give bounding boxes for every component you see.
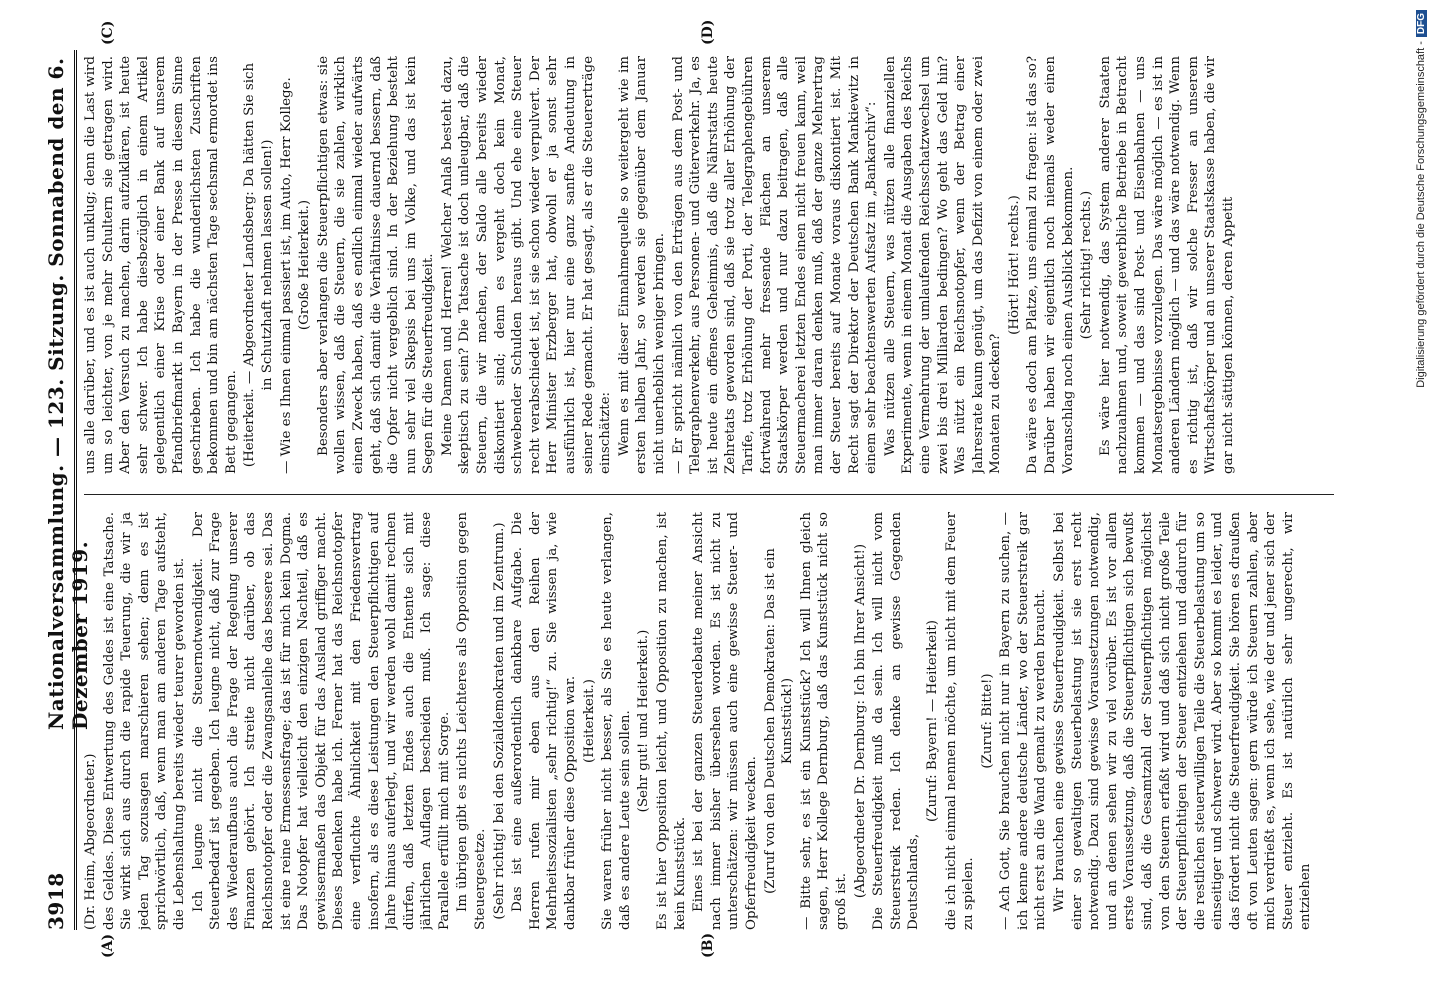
paragraph: uns alle darüber, und es ist auch unklug; denn die Last wird um so leichter, von je mehr Schultern sie getragen wird. Aber den Versuch zu machen, darin aufzuklären, ist heute sehr schwer. Ich habe diesbezüglich in einem Artikel gelegentlich einer Krise oder einer Bank auf unserem Pfandbriefmarkt in Bayern in der Presse in diesem Sinne geschrieben. Ich habe die wunderlichsten Zuschriften bekommen und bin am nächsten Tage sechsmal ermordet ins Bett gegangen. bbox=[83, 56, 239, 474]
column-divider bbox=[84, 494, 1334, 495]
paragraph: Meine Damen und Herren! Welcher Anlaß besteht dazu, skeptisch zu sein? Die Tatsache ist doch unleugbar, daß die Steuern, die wir machen, der Saldo alle bereits wieder diskontiert sind; denn es vergeht doch kein Monat, schwebender Schulden heraus gibt. Und ehe eine Steuer recht verabschiedet ist, ist sie schon wieder verpulvert. Der Herr Minister Erzberger hat, obwohl er ja sonst sehr ausführlich ist, hier nur eine ganz sanfte Andeutung in seiner Rede gemacht. Er hat gesagt, als er die Steuererträge einschätzte: bbox=[439, 56, 614, 474]
margin-mark-c: (C) bbox=[100, 20, 116, 45]
page-number: 3918 bbox=[44, 872, 68, 930]
margin-mark-d: (D) bbox=[700, 19, 716, 45]
paragraph: Die Steuerfreudigkeit muß da sein. Ich will nicht vom Steuerstreik reden. Ich denke an gewisse Gegenden Deutschlands, bbox=[871, 512, 922, 930]
paragraph: (Zuruf von den Deutschen Demokraten: Das ist ein Kunststück!) bbox=[762, 548, 796, 894]
paragraph: (Große Heiterkeit.) bbox=[297, 199, 313, 331]
digitization-credit bbox=[1412, 10, 1430, 990]
left-text-column bbox=[82, 512, 1342, 930]
paragraph: des Geldes. Diese Entwertung des Geldes ist eine Tatsache. Sie wirkt sich aus durch die rapide Teuerung, die wir ja jeden Tag sozusagen marschieren sehen; denn es ist sprichwörtlich, daß, wenn man am anderen Tage aufsteht, die Lebenshaltung bereits wieder teurer geworden ist. bbox=[101, 512, 187, 930]
paragraph: Was nützen alle Steuern, was nützen alle finanziellen Experimente, wenn in einem Monat die Ausgaben des Reichs eine Vermehrung der umlaufenden Reichsschatzwechsel um zwei bis drei Milliarden bedingen? Wo geht das Geld hin? Was nützt ein Reichsnotopfer, wenn der Betrag einer Jahresrate kaum genügt, um das Defizit von einem oder zwei Monaten zu decken? bbox=[882, 56, 1004, 474]
paragraph: die ich nicht einmal nennen möchte, um nicht mit dem Feuer zu spielen. bbox=[943, 512, 977, 930]
paragraph: Im übrigen gibt es nichts Leichteres als Opposition gegen Steuergesetze. bbox=[455, 512, 489, 930]
paragraph: (Sehr gut! und Heiterkeit.) bbox=[636, 629, 652, 813]
paragraph: — Ach Gott, Sie brauchen nicht nur in Bayern zu suchen, — ich kenne andere deutsche Länder, wo der Steuerstreik gar nicht erst an die Wand gemalt zu werden braucht. bbox=[998, 512, 1049, 930]
paragraph: Da wäre es doch am Platze, uns einmal zu fragen: ist das so? Darüber haben wir eigentlich noch niemals weder einen Voranschlag noch einen Ausblick bekommen. bbox=[1025, 56, 1076, 474]
paragraph: (Zuruf: Bitte!) bbox=[979, 673, 995, 769]
paragraph: Eines ist bei der ganzen Steuerdebatte meiner Ansicht nach immer bisher übersehen worden. Es ist nicht zu unterschätzen: wir müssen auch eine gewisse Steuer- und Opferfreudigkeit wecken. bbox=[691, 512, 759, 930]
right-text-column bbox=[82, 56, 1342, 474]
paragraph: Es ist hier Opposition leicht, und Opposition zu machen, ist kein Kunststück. bbox=[655, 512, 688, 930]
paragraph: (Zuruf: Bayern! — Heiterkeit) bbox=[924, 619, 940, 823]
paragraph: Sie waren früher nicht besser, als Sie es heute verlangen, daß es andere Leute sein sollen. bbox=[600, 512, 633, 930]
paragraph: Das ist eine außerordentlich dankbare Aufgabe. Die Herren rufen mir eben aus den Reihen der Mehrheitssozialisten „sehr richtig!“ zu. Sie wissen ja, wie dankbar früher diese Opposition war. bbox=[510, 512, 579, 930]
paragraph: (Sehr richtig! bei den Sozialdemokraten und im Zentrum.) bbox=[491, 522, 507, 920]
paragraph: Wenn es mit dieser Einnahmequelle so weitergeht wie im ersten halben Jahr, so werden sie gegenüber dem Januar nicht unerheblich weniger bringen. bbox=[616, 56, 667, 474]
paragraph: (Hört! Hört! rechts.) bbox=[1006, 195, 1022, 335]
paragraph: Besonders aber verlangen die Steuerpflichtigen etwas: sie wollen wissen, daß die Steuern, die sie zahlen, wirklich einen Zweck haben, daß es endlich einmal wieder aufwärts geht, daß sich damit die Verhältnisse dauernd bessern, daß die Opfer nicht vergeblich sind. In der Beziehung besteht nun sehr viel Skepsis bei uns im Volke, und das ist kein Segen für die Steuerfreudigkeit. bbox=[315, 56, 437, 474]
paragraph: (Sehr richtig! rechts.) bbox=[1079, 190, 1095, 340]
paragraph: Ich leugne nicht die Steuernotwendigkeit. Der Steuerbedarf ist gegeben. Ich leugne nicht, daß zur Frage des Wiederaufbaus auch die Frage der Regelung unserer Finanzen gehört. Ich streite nicht darüber, ob das Reichsnotopfer oder die Zwangsanleihe das bessere sei. Das ist eine reine Ermessensfrage; das ist für mich kein Dogma. Das Notopfer hat vielleicht den einzigen Nachteil, daß es gewissermaßen das Objekt für das Ausland griffiger macht. Dieses Bedenken habe ich. Ferner hat das Reichsnotopfer eine verfluchte Ähnlichkeit mit den Friedensvertrag insofern, als es diese Leistungen den Steuerpflichtigen auf Jahre hinaus auferlegt, und wir werden wohl damit rechnen dürfen, daß letzten Endes auch die Entente sich mit jährlichen Auflagen bescheiden muß. Ich sage: diese Parallele erfüllt mich mit Sorge. bbox=[190, 512, 452, 930]
paragraph: (Abgeordneter Dr. Dernburg: Ich bin Ihrer Ansicht!) bbox=[852, 543, 868, 899]
page-title: Nationalversammlung. — 123. Sitzung. Sonnabend den 6. Dezember 1919. bbox=[44, 57, 92, 730]
paragraph: (Heiterkeit. — Abgeordneter Landsberg: Da hätten Sie sich in Schutzhaft nehmen lassen sollen!) bbox=[242, 62, 275, 468]
margin-mark-a: (A) bbox=[100, 933, 116, 958]
paragraph: — Bitte sehr, es ist ein Kunststück? Ich will Ihnen gleich sagen, Herr Kollege Dernburg, daß das Kunststück nicht so groß ist. bbox=[798, 512, 849, 930]
paragraph: Es wäre hier notwendig, das System anderer Staaten nachzuahmen und, soweit gewerbliche Betriebe in Betracht kommen — und das sind Post- und Eisenbahnen — uns Monatsergebnisse vorzulegen. Das wäre möglich — es ist in anderen Ländern möglich — und das wäre notwendig. Wenn es richtig ist, daß wir solche Fresser an unserem Wirtschaftskörper und an unserer Staatskasse haben, die wir gar nicht sättigen können, deren Appetit bbox=[1097, 56, 1236, 474]
margin-mark-b: (B) bbox=[700, 932, 716, 958]
paragraph: — Wie es Ihnen einmal passiert ist, im Auto, Herr Kollege. bbox=[278, 77, 294, 474]
paragraph: (Dr. Heim, Abgeordneter.) bbox=[83, 753, 98, 930]
credit-text: Digitalisierung gefördert durch die Deutsche Forschungsgemeinschaft - bbox=[1415, 41, 1427, 388]
paragraph: — Er spricht nämlich von den Erträgen aus dem Post- und Telegraphenverkehr, aus Personen- und Güterverkehr. Ja, es ist heute ein offenes Geheimnis, daß die Nährstatts heute Zehretats geworden sind, daß sie trotz aller Erhöhung der Tarife, trotz Erhöhung der Porti, der Telegraphengebühren fortwährend mehr fressende Flächen an unserem Staatskörper werden und nur dazu beitragen, daß alle Steuermacherei letzten Endes einen nicht freuen kann, weil man immer daran denken muß, daß der ganze Mehrertrag der Steuer bereits auf Monate voraus diskontiert ist. Mit Recht sagt der Direktor der Deutschen Bank Mankiewitz in einem sehr beachtenswerten Aufsatz im „Bankarchiv“: bbox=[670, 56, 880, 474]
paragraph: Wir brauchen eine gewisse Steuerfreudigkeit. Selbst bei einer so gewaltigen Steuerbelastung ist sie erst recht notwendig. Dazu sind gewisse Voraussetzungen notwendig, und an denen sehen wir zu viel vorüber. Es ist vor allem erste Voraussetzung, daß die Steuerpflichtigen sich bewußt sind, daß die Gesamtzahl der Steuerpflichtigen möglichst von den Steuern erfaßt wird und daß sich nicht große Teile der Steuerpflichtigen der Steuer entziehen und dadurch für die restlichen steuerwilligen Teile die Steuerbelastung um so einseitiger und schwerer wird. Aber so kommt es leider, und das fördert nicht die Steuerfreudigkeit. Sie hören es draußen oft von Leuten sagen: gern würde ich Steuern zahlen, aber mich verdrießt es, wenn ich sehe, wie der und jener sich der Steuer entzieht. Es ist natürlich sehr ungerecht, wir entziehen bbox=[1052, 512, 1314, 930]
dfg-logo: DFG bbox=[1416, 10, 1427, 37]
paragraph: (Heiterkeit.) bbox=[581, 679, 597, 763]
